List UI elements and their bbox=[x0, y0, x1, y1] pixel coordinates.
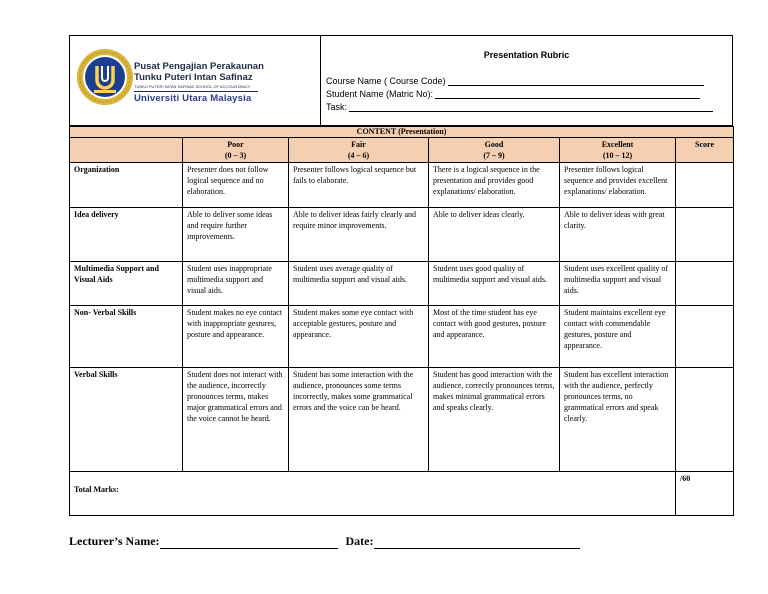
descriptor-cell: Student does not interact with the audience, incorrectly pronounces terms, makes major grammatical errors and the voice cannot be heard. bbox=[183, 368, 289, 472]
descriptor-cell: Able to deliver some ideas and require further improvements. bbox=[183, 208, 289, 262]
header-row bbox=[70, 138, 734, 163]
institution-name bbox=[134, 61, 264, 105]
criterion-name: Organization bbox=[70, 163, 183, 208]
content-title-row bbox=[70, 127, 734, 138]
descriptor-cell: Student uses excellent quality of multimedia support and visual aids. bbox=[560, 262, 676, 306]
student-input-line[interactable] bbox=[435, 89, 700, 99]
level-header-good bbox=[429, 138, 560, 163]
criterion-name: Non- Verbal Skills bbox=[70, 306, 183, 368]
level-name: Excellent bbox=[601, 140, 634, 149]
course-label: Course Name ( Course Code) bbox=[326, 76, 446, 86]
institution-line-2: Tunku Puteri Intan Safinaz bbox=[134, 72, 253, 83]
score-cell[interactable] bbox=[676, 208, 734, 262]
total-marks-label: Total Marks: bbox=[70, 472, 676, 516]
student-field[interactable] bbox=[326, 89, 700, 99]
descriptor-cell: Student uses good quality of multimedia support and visual aids. bbox=[429, 262, 560, 306]
task-label: Task: bbox=[326, 102, 348, 112]
descriptor-cell: Student has good interaction with the audience, correctly pronounces terms, makes minimal grammatical errors and speaks clearly. bbox=[429, 368, 560, 472]
criterion-name: Verbal Skills bbox=[70, 368, 183, 472]
criterion-name: Idea delivery bbox=[70, 208, 183, 262]
descriptor-cell: Student makes some eye contact with acceptable gestures, posture and appearance. bbox=[289, 306, 429, 368]
date-label: Date: bbox=[345, 534, 374, 548]
score-cell[interactable] bbox=[676, 262, 734, 306]
course-input-line[interactable] bbox=[448, 76, 704, 86]
total-row bbox=[70, 472, 734, 516]
descriptor-cell: Most of the time student has eye contact with good gestures, posture and appearance. bbox=[429, 306, 560, 368]
descriptor-cell: Student makes no eye contact with inappropriate gestures, posture and appearance. bbox=[183, 306, 289, 368]
date-line[interactable] bbox=[374, 536, 580, 549]
lecturer-name-label: Lecturer’s Name: bbox=[69, 534, 160, 548]
score-cell[interactable] bbox=[676, 306, 734, 368]
descriptor-cell: Able to deliver ideas clearly. bbox=[429, 208, 560, 262]
university-name: Universiti Utara Malaysia bbox=[134, 93, 252, 104]
table-row bbox=[70, 306, 734, 368]
level-name: Poor bbox=[227, 140, 244, 149]
institution-logo-block bbox=[70, 36, 321, 125]
task-input-line[interactable] bbox=[349, 102, 713, 112]
level-range: (4 – 6) bbox=[347, 151, 370, 160]
total-marks-cell[interactable]: /60 bbox=[676, 472, 734, 516]
level-name: Fair bbox=[351, 140, 366, 149]
score-header: Score bbox=[676, 138, 734, 163]
lecturer-name-line[interactable] bbox=[160, 536, 338, 549]
table-row bbox=[70, 368, 734, 472]
descriptor-cell: Student uses inappropriate multimedia support and visual aids. bbox=[183, 262, 289, 306]
descriptor-cell: Able to deliver ideas fairly clearly and require minor improvements. bbox=[289, 208, 429, 262]
descriptor-cell: Student uses average quality of multimedia support and visual aids. bbox=[289, 262, 429, 306]
table-row bbox=[70, 163, 734, 208]
descriptor-cell: Student has some interaction with the audience, pronounces some terms incorrectly, makes some grammatical errors and the voice can be heard. bbox=[289, 368, 429, 472]
institution-line-1: Pusat Pengajian Perakaunan bbox=[134, 61, 264, 72]
form-info-block bbox=[321, 36, 732, 125]
descriptor-cell: Able to deliver ideas with great clarity. bbox=[560, 208, 676, 262]
level-range: (7 – 9) bbox=[483, 151, 505, 160]
descriptor-cell: Student maintains excellent eye contact with commendable gestures, posture and appearance. bbox=[560, 306, 676, 368]
level-header-poor bbox=[183, 138, 289, 163]
descriptor-cell: Presenter follows logical sequence and provides excellent explanations/ elaboration. bbox=[560, 163, 676, 208]
student-label: Student Name (Matric No): bbox=[326, 89, 434, 99]
descriptor-cell: Presenter follows logical sequence but fails to elaborate. bbox=[289, 163, 429, 208]
content-title: CONTENT (Presentation) bbox=[70, 127, 734, 138]
page-title: Presentation Rubric bbox=[483, 50, 570, 60]
score-cell[interactable] bbox=[676, 163, 734, 208]
university-seal-icon bbox=[76, 48, 134, 106]
level-header-fair bbox=[289, 138, 429, 163]
table-row bbox=[70, 208, 734, 262]
score-cell[interactable] bbox=[676, 368, 734, 472]
descriptor-cell: Presenter does not follow logical sequence and no elaboration. bbox=[183, 163, 289, 208]
level-header-excellent bbox=[560, 138, 676, 163]
institution-line-3: TUNKU PUTERI INTAN SAFINAZ SCHOOL OF ACCOUNTANCY bbox=[134, 83, 258, 92]
level-range: (10 – 12) bbox=[602, 151, 633, 160]
descriptor-cell: Student has excellent interaction with the audience, perfectly pronounces terms, no grammatical errors and speak clearly. bbox=[560, 368, 676, 472]
level-name: Good bbox=[484, 140, 504, 149]
course-field[interactable] bbox=[326, 76, 704, 86]
rubric-table bbox=[69, 126, 734, 516]
descriptor-cell: There is a logical sequence in the presentation and provides good explanations/ elaboration. bbox=[429, 163, 560, 208]
signature-footer bbox=[69, 534, 580, 549]
task-field[interactable] bbox=[326, 102, 713, 112]
criteria-header bbox=[70, 138, 183, 163]
rubric-header bbox=[69, 35, 733, 126]
table-row bbox=[70, 262, 734, 306]
level-range: (0 – 3) bbox=[224, 151, 247, 160]
criterion-name: Multimedia Support and Visual Aids bbox=[70, 262, 183, 306]
